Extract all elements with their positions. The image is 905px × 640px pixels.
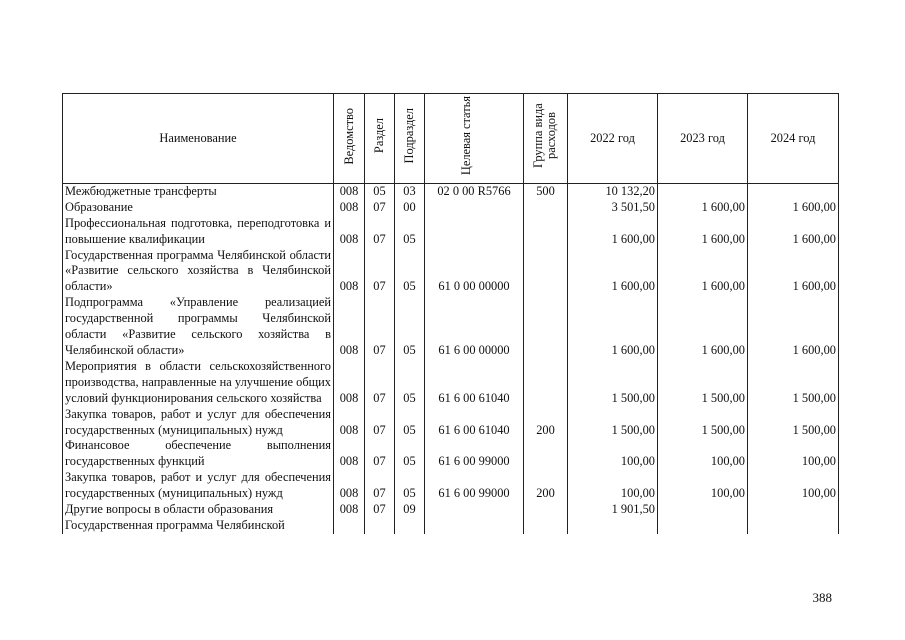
row-statya xyxy=(425,200,524,216)
row-statya: 61 6 00 61040 xyxy=(425,407,524,439)
row-podrazdel xyxy=(395,518,425,534)
row-razdel xyxy=(365,518,395,534)
row-value-2022: 3 501,50 xyxy=(568,200,658,216)
row-podrazdel: 05 xyxy=(395,470,425,502)
table-row xyxy=(63,295,839,359)
row-statya: 61 6 00 61040 xyxy=(425,359,524,407)
row-vedomstvo: 008 xyxy=(334,248,365,296)
row-gruppa: 200 xyxy=(524,407,568,439)
row-razdel: 07 xyxy=(365,216,395,248)
row-podrazdel: 05 xyxy=(395,295,425,359)
row-value-2024: 100,00 xyxy=(748,438,839,470)
row-value-2024: 1 600,00 xyxy=(748,200,839,216)
row-razdel: 07 xyxy=(365,438,395,470)
row-podrazdel: 05 xyxy=(395,438,425,470)
header-vedomstvo: Ведомство xyxy=(334,94,365,184)
row-name: Межбюджетные трансферты xyxy=(63,183,334,199)
row-name: Другие вопросы в области образования xyxy=(63,502,334,518)
row-statya: 61 6 00 00000 xyxy=(425,295,524,359)
row-razdel: 07 xyxy=(365,248,395,296)
row-value-2022: 1 901,50 xyxy=(568,502,658,518)
table-row xyxy=(63,216,839,248)
row-statya: 61 6 00 99000 xyxy=(425,470,524,502)
row-vedomstvo: 008 xyxy=(334,438,365,470)
row-podrazdel: 03 xyxy=(395,183,425,199)
row-vedomstvo: 008 xyxy=(334,295,365,359)
row-value-2024: 1 600,00 xyxy=(748,216,839,248)
row-razdel: 05 xyxy=(365,183,395,199)
table-header-row xyxy=(63,94,839,184)
row-gruppa: 500 xyxy=(524,183,568,199)
row-gruppa xyxy=(524,518,568,534)
row-value-2023: 1 500,00 xyxy=(658,407,748,439)
row-vedomstvo: 008 xyxy=(334,216,365,248)
row-value-2024: 1 500,00 xyxy=(748,359,839,407)
row-value-2023: 1 600,00 xyxy=(658,216,748,248)
row-value-2024 xyxy=(748,183,839,199)
row-razdel: 07 xyxy=(365,407,395,439)
row-vedomstvo: 008 xyxy=(334,183,365,199)
row-value-2023 xyxy=(658,502,748,518)
table-row xyxy=(63,183,839,199)
row-value-2023 xyxy=(658,518,748,534)
header-2022: 2022 год xyxy=(568,94,658,184)
row-value-2022: 1 600,00 xyxy=(568,248,658,296)
budget-table xyxy=(62,93,839,534)
row-razdel: 07 xyxy=(365,502,395,518)
row-podrazdel: 00 xyxy=(395,200,425,216)
row-name: Образование xyxy=(63,200,334,216)
row-value-2024: 1 600,00 xyxy=(748,295,839,359)
row-razdel: 07 xyxy=(365,470,395,502)
row-gruppa xyxy=(524,295,568,359)
header-podrazdel: Подраздел xyxy=(395,94,425,184)
row-statya xyxy=(425,502,524,518)
table-row xyxy=(63,438,839,470)
row-statya: 61 6 00 99000 xyxy=(425,438,524,470)
row-value-2023: 1 600,00 xyxy=(658,295,748,359)
row-value-2024: 1 600,00 xyxy=(748,248,839,296)
row-gruppa xyxy=(524,248,568,296)
row-value-2024 xyxy=(748,502,839,518)
row-name: Подпрограмма «Управление реализацией государственной программы Челябинской области «Развитие сельского хозяйства в Челябинской области» xyxy=(63,295,334,359)
header-2023: 2023 год xyxy=(658,94,748,184)
row-value-2023: 1 600,00 xyxy=(658,200,748,216)
row-value-2023: 100,00 xyxy=(658,438,748,470)
row-value-2022: 10 132,20 xyxy=(568,183,658,199)
row-value-2022: 1 500,00 xyxy=(568,359,658,407)
header-gruppa: Группа вида расходов xyxy=(524,94,568,184)
row-value-2022: 1 600,00 xyxy=(568,216,658,248)
row-value-2022: 100,00 xyxy=(568,470,658,502)
header-2024: 2024 год xyxy=(748,94,839,184)
row-gruppa xyxy=(524,438,568,470)
row-statya xyxy=(425,518,524,534)
row-statya: 02 0 00 R5766 xyxy=(425,183,524,199)
row-podrazdel: 09 xyxy=(395,502,425,518)
row-value-2023: 100,00 xyxy=(658,470,748,502)
row-value-2024: 100,00 xyxy=(748,470,839,502)
row-razdel: 07 xyxy=(365,200,395,216)
row-statya xyxy=(425,216,524,248)
header-razdel: Раздел xyxy=(365,94,395,184)
table-row xyxy=(63,518,839,534)
row-name: Финансовое обеспечение выполнения государственных функций xyxy=(63,438,334,470)
table-row xyxy=(63,248,839,296)
row-value-2023: 1 500,00 xyxy=(658,359,748,407)
row-name: Мероприятия в области сельскохозяйственного производства, направленные на улучшение общих условий функционирования сельского хозяйства xyxy=(63,359,334,407)
header-name: Наименование xyxy=(63,94,334,184)
row-podrazdel: 05 xyxy=(395,216,425,248)
row-value-2024 xyxy=(748,518,839,534)
table-row xyxy=(63,470,839,502)
row-value-2022: 1 600,00 xyxy=(568,295,658,359)
row-razdel: 07 xyxy=(365,295,395,359)
row-value-2022 xyxy=(568,518,658,534)
row-value-2024: 1 500,00 xyxy=(748,407,839,439)
row-value-2022: 1 500,00 xyxy=(568,407,658,439)
row-gruppa xyxy=(524,216,568,248)
row-value-2023: 1 600,00 xyxy=(658,248,748,296)
row-razdel: 07 xyxy=(365,359,395,407)
page-number: 388 xyxy=(812,590,832,605)
row-podrazdel: 05 xyxy=(395,359,425,407)
row-name: Закупка товаров, работ и услуг для обеспечения государственных (муниципальных) нужд xyxy=(63,407,334,439)
row-podrazdel: 05 xyxy=(395,248,425,296)
table-row xyxy=(63,200,839,216)
table-row xyxy=(63,359,839,407)
row-vedomstvo xyxy=(334,518,365,534)
row-name: Государственная программа Челябинской xyxy=(63,518,334,534)
row-vedomstvo: 008 xyxy=(334,470,365,502)
row-gruppa xyxy=(524,200,568,216)
row-name: Профессиональная подготовка, переподготовка и повышение квалификации xyxy=(63,216,334,248)
table-row xyxy=(63,407,839,439)
row-statya: 61 0 00 00000 xyxy=(425,248,524,296)
row-value-2022: 100,00 xyxy=(568,438,658,470)
row-vedomstvo: 008 xyxy=(334,200,365,216)
table-row xyxy=(63,502,839,518)
row-gruppa: 200 xyxy=(524,470,568,502)
row-name: Закупка товаров, работ и услуг для обеспечения государственных (муниципальных) нужд xyxy=(63,470,334,502)
row-name: Государственная программа Челябинской области «Развитие сельского хозяйства в Челябинской области» xyxy=(63,248,334,296)
row-vedomstvo: 008 xyxy=(334,502,365,518)
row-vedomstvo: 008 xyxy=(334,407,365,439)
row-gruppa xyxy=(524,359,568,407)
row-gruppa xyxy=(524,502,568,518)
row-podrazdel: 05 xyxy=(395,407,425,439)
row-value-2023 xyxy=(658,183,748,199)
row-vedomstvo: 008 xyxy=(334,359,365,407)
header-statya: Целевая статья xyxy=(425,94,524,184)
